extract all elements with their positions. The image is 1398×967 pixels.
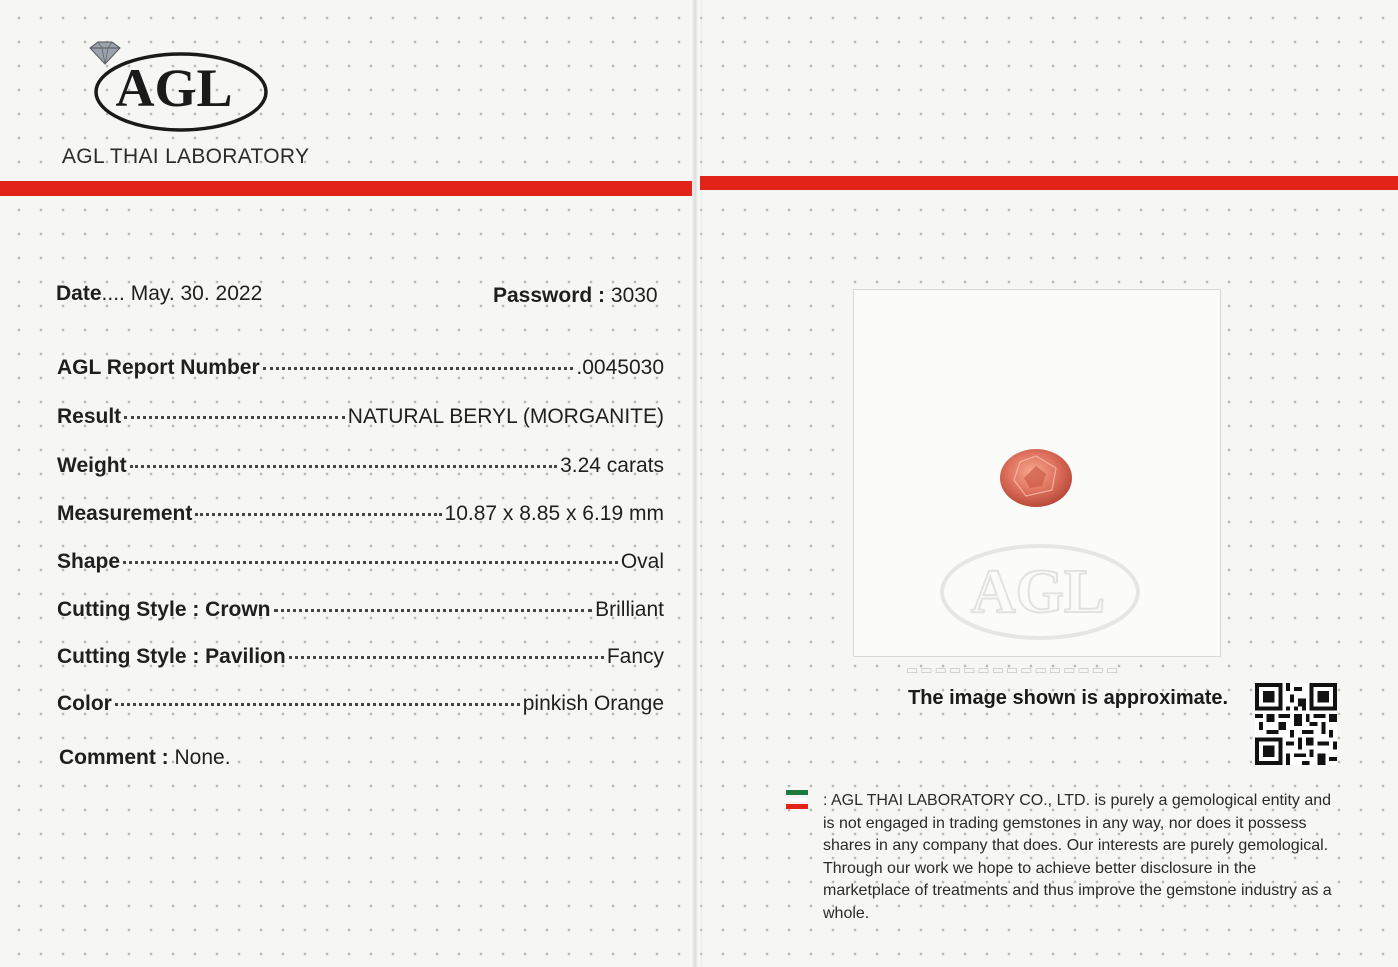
leader-dots [195, 513, 441, 516]
leader-dots [289, 656, 604, 659]
field-row-shape [57, 550, 664, 574]
field-value: 3.24 carats [560, 454, 664, 477]
field-row-measurement [57, 502, 664, 526]
field-value: Fancy [606, 645, 664, 668]
flag-icon [786, 790, 808, 810]
watermark-subline: ▭▭▭▭▭▭▭▭▭▭▭▭▭▭▭ [906, 662, 1121, 677]
field-value: Oval [620, 550, 664, 573]
date-dots: .... [101, 282, 125, 305]
agl-logo [86, 40, 270, 140]
field-row-weight [57, 454, 664, 478]
field-label: AGL Report Number [57, 356, 260, 379]
gemstone-image [998, 446, 1076, 510]
watermark-text: AGL [970, 558, 1106, 626]
comment-row [59, 746, 231, 770]
red-band-left [0, 181, 692, 196]
leader-dots [263, 367, 574, 370]
date-row [56, 282, 262, 306]
field-label: Shape [57, 550, 121, 573]
field-row-color [57, 692, 664, 716]
field-label: Cutting Style : Crown [57, 598, 271, 621]
leader-dots [123, 561, 618, 564]
field-label: Measurement [57, 502, 193, 525]
field-row-report-number [57, 356, 664, 380]
comment-value: None. [174, 746, 231, 769]
logo-text: AGL [115, 58, 233, 118]
date-value: May. 30. 2022 [130, 282, 263, 305]
leader-dots [115, 703, 520, 706]
field-label: Cutting Style : Pavilion [57, 645, 286, 668]
field-label: Result [57, 405, 122, 428]
date-label: Date [56, 282, 102, 305]
password-value: 3030 [610, 284, 658, 307]
password-row [493, 284, 658, 308]
field-label: Color [57, 692, 112, 715]
comment-label: Comment : [59, 746, 169, 769]
field-value: .0045030 [576, 356, 664, 379]
leader-dots [124, 416, 345, 419]
field-value: pinkish Orange [522, 692, 664, 715]
field-row-result [57, 405, 664, 429]
field-row-cutting-pavilion [57, 645, 664, 669]
lab-name: AGL THAI LABORATORY [62, 145, 310, 168]
gem-photo-frame [853, 289, 1221, 657]
agl-watermark [938, 540, 1142, 644]
qr-code-icon [1254, 683, 1338, 765]
image-caption: The image shown is approximate. [908, 687, 1229, 709]
field-label: Weight [57, 454, 127, 477]
password-label: Password : [493, 284, 606, 307]
field-value: NATURAL BERYL (MORGANITE) [347, 405, 664, 428]
disclaimer-text: : AGL THAI LABORATORY CO., LTD. is purely a gemological entity and is not engaged in trading gemstones in any way, nor does it possess shares in any company that does. Our interests are purely gemological. Through our work we hope to achieve better disclosure in the marketplace of treatments and thus improve the gemstone industry as a whole. [823, 792, 1332, 922]
field-value: 10.87 x 8.85 x 6.19 mm [444, 502, 664, 525]
leader-dots [130, 465, 557, 468]
field-row-cutting-crown [57, 598, 664, 622]
page-fold [692, 0, 702, 967]
red-band-right [700, 176, 1398, 190]
field-value: Brilliant [595, 598, 664, 621]
leader-dots [274, 609, 593, 612]
